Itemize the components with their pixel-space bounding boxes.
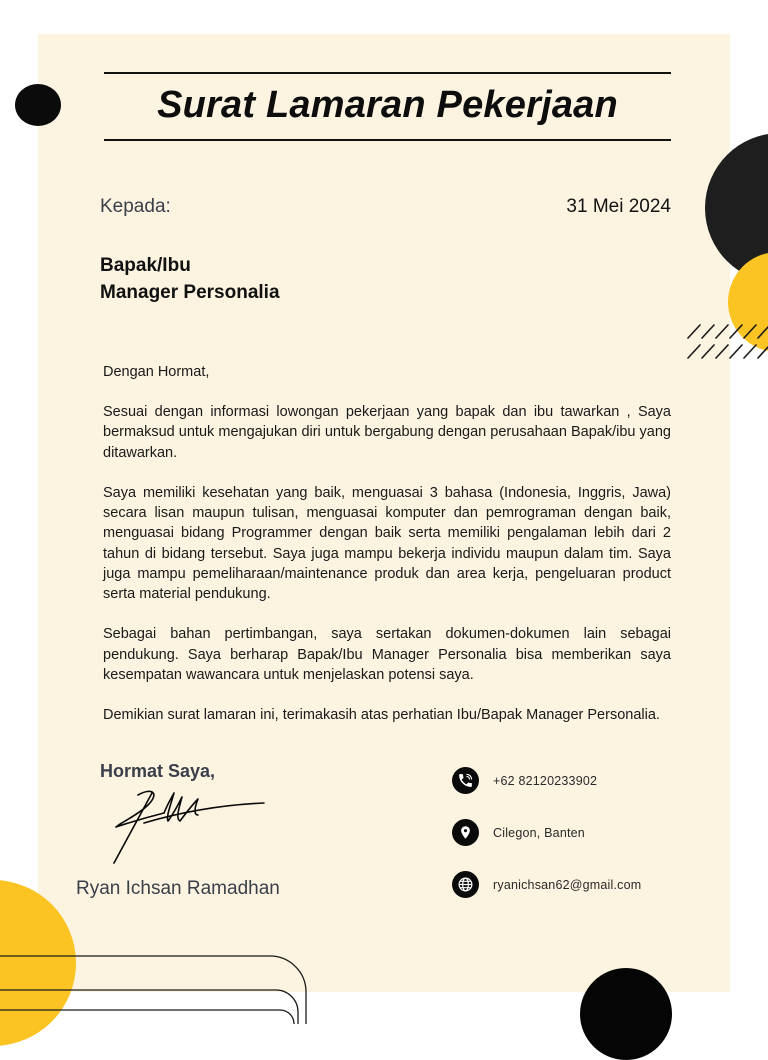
closing-salutation: Hormat Saya, [100,761,216,781]
recipient-block [100,252,280,306]
paragraph-4: Demikian surat lamaran ini, terimakasih atas perhatian Ibu/Bapak Manager Personalia. [103,707,660,724]
paragraph-2: Saya memiliki kesehatan yang baik, menguasai 3 bahasa (Indonesia, Inggris, Jawa) secara lisan maupun tulisan, menguasai komputer dan pemrograman dengan baik, menguasai bidang Programmer dengan baik serta memiliki pengalaman lebih dari 2 tahun di bidang tersebut. Saya juga mampu bekerja individu maupun dalam tim. Saya juga mampu pemeliharaan/maintenance produk dan area kerja, pengeluaran product serta material pendukung. [103,485,671,603]
recipient-line-2: Manager Personalia [100,282,280,303]
recipient-line-1: Bapak/Ibu [100,255,191,276]
contact-location-text: Cilegon, Banten [493,825,585,840]
paragraph-3: Sebagai bahan pertimbangan, saya sertakan dokumen-dokumen lain sebagai pendukung. Saya berharap Bapak/Ibu Manager Personalia bisa memberikan saya kesempatan wawancara untuk menjelaskan potensi saya. [103,626,671,683]
globe-icon [452,871,479,898]
handwritten-signature [108,783,268,865]
paragraph-1: Sesuai dengan informasi lowongan pekerjaan yang bapak dan ibu tawarkan , Saya bermaksud untuk mengajukan diri untuk bergabung dengan perusahaan Bapak/ibu yang ditawarkan. [103,404,671,461]
letter-body [103,362,671,746]
letter-date: 31 Mei 2024 [566,196,671,217]
contact-location [452,819,585,846]
greeting: Dengan Hormat, [103,364,210,380]
decor-hatch-lines [684,322,768,362]
title-rule-top [104,72,671,74]
signer-name: Ryan Ichsan Ramadhan [76,878,280,899]
decor-black-circle-bottom [580,968,672,1060]
phone-icon [452,767,479,794]
location-pin-icon [452,819,479,846]
page-title: Surat Lamaran Pekerjaan [157,84,618,126]
decor-black-dot [15,84,61,126]
contact-email [452,871,641,898]
contact-email-text: ryanichsan62@gmail.com [493,877,642,892]
title-rule-bottom [104,139,671,141]
contact-phone [452,767,597,794]
recipient-label: Kepada: [100,196,171,217]
decor-curved-lines [0,950,320,1024]
contact-phone-text: +62 82120233902 [493,773,598,788]
